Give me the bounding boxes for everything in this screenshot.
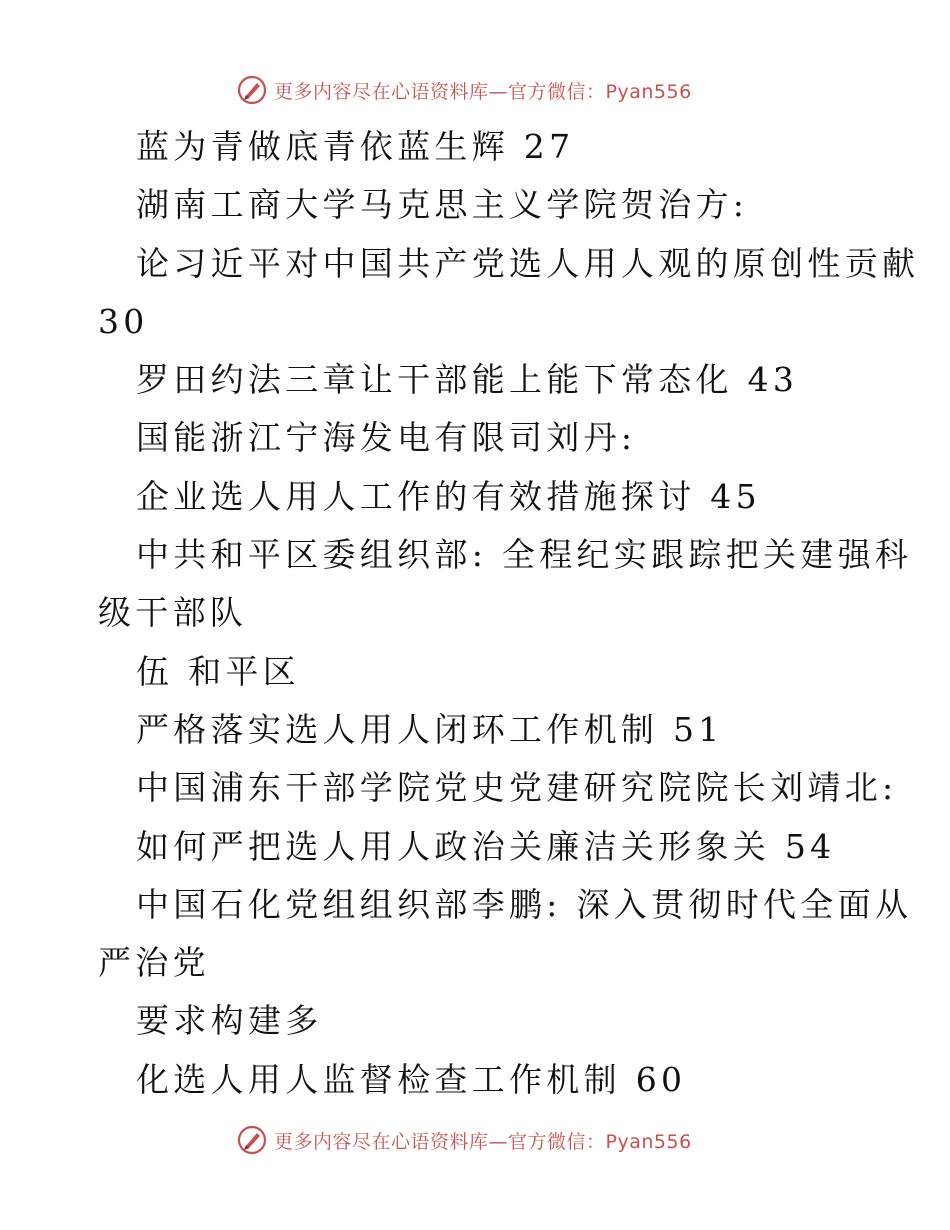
text-line: 要求构建多 xyxy=(136,1001,323,1041)
pen-logo-icon xyxy=(236,74,268,106)
document-body xyxy=(98,118,920,1109)
text-line: 如何严把选人用人政治关廉洁关形象关 54 xyxy=(136,826,836,866)
text-line: 伍 和平区 xyxy=(136,651,300,691)
text-line: 中国浦东干部学院党史党建研究院院长刘靖北: xyxy=(136,768,898,808)
text-line: 中共和平区委组织部: 全程纪实跟踪把关建强科 xyxy=(136,535,913,575)
text-line: 严格落实选人用人闭环工作机制 51 xyxy=(136,709,724,749)
text-line: 中国石化党组组织部李鹏: 深入贯彻时代全面从 xyxy=(136,884,913,924)
text-line: 化选人用人监督检查工作机制 60 xyxy=(136,1059,687,1099)
text-line: 蓝为青做底青依蓝生辉 27 xyxy=(136,127,575,166)
text-line: 严治党 xyxy=(98,943,210,983)
watermark-text: 更多内容尽在心语资料库—官方微信：Pyan556 xyxy=(274,1130,692,1153)
pen-logo-icon xyxy=(236,1124,268,1156)
text-line: 企业选人用人工作的有效措施探讨 45 xyxy=(136,476,761,516)
text-line: 论习近平对中国共产党选人用人观的原创性贡献 xyxy=(136,243,920,283)
text-line: 国能浙江宁海发电有限司刘丹: xyxy=(136,418,637,458)
text-line: 级干部队 xyxy=(98,593,248,633)
text-line: 湖南工商大学马克思主义学院贺治方: xyxy=(136,185,749,225)
watermark-text: 更多内容尽在心语资料库—官方微信：Pyan556 xyxy=(274,80,692,103)
text-line: 30 xyxy=(98,301,149,341)
header-watermark xyxy=(236,73,756,107)
footer-watermark xyxy=(236,1123,756,1157)
text-line: 罗田约法三章让干部能上能下常态化 43 xyxy=(136,360,799,400)
